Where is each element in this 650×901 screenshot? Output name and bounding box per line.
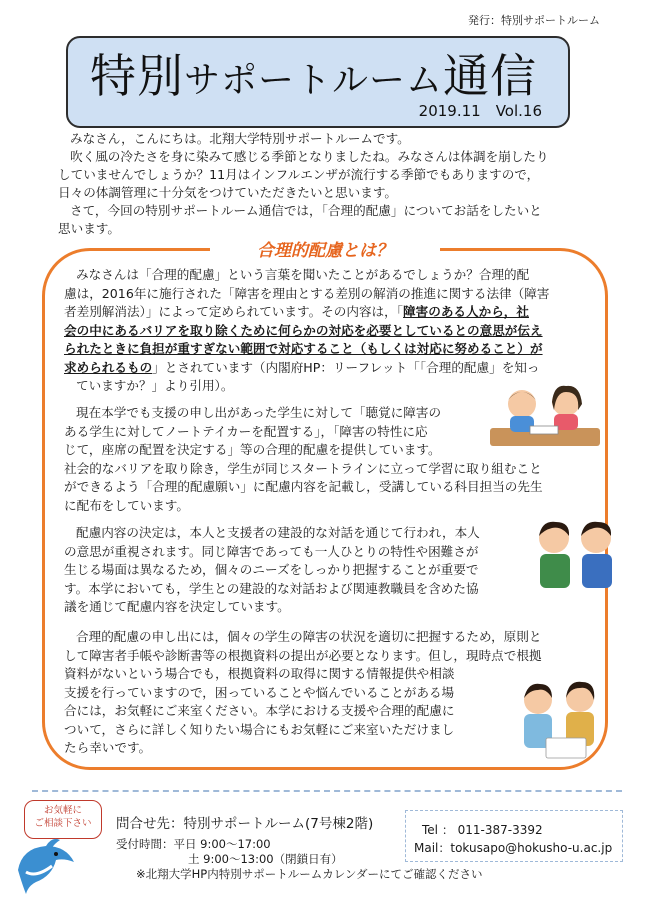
para-line: みなさんは「合理的配慮」という言葉を聞いたことがあるでしょうか？合理的配: [76, 267, 530, 282]
students-studying-illustration: [490, 378, 600, 458]
para-line: 支援を行っていますので，困っていることや悩んでいることがある場: [64, 684, 455, 700]
para-line: して障害者手帳や診断書等の根拠資料の提出が必要となります。但し，現時点で根拠: [64, 647, 542, 663]
contact-heading: 問合せ先：特別サポートルーム(7号棟2階): [116, 816, 374, 832]
para-line: 資料がないという場合でも，根拠資料の取得に関する情報提供や相談: [64, 666, 455, 681]
highlighted-quote: られたときに負担が重すぎない範囲で対応すること（もしくは対応に努めること）が: [64, 341, 543, 356]
newsletter-title-box: [66, 36, 570, 128]
para-line: 現在本学でも支援の申し出があった学生に対して「聴覚に障害の: [76, 405, 442, 420]
para-line: ができるよう「合理的配慮願い」に配慮内容を記載し，受講している科目担当の先生: [64, 479, 543, 494]
para-line: たら幸いです。: [64, 740, 152, 755]
paragraph-definition: [64, 266, 594, 396]
title-part-2: サポートルーム: [184, 60, 444, 101]
newsletter-title: [90, 40, 537, 106]
paragraph-application: [64, 628, 594, 758]
footer-divider: [32, 790, 622, 792]
intro-line: していませんでしょうか？11月はインフルエンザが流行する季節でもありますので，: [58, 167, 540, 182]
highlighted-quote: 障害のある人から，社: [403, 304, 529, 319]
para-line: ある学生に対してノートテイカーを配置する」，「障害の特性に応: [64, 423, 428, 439]
para-line: 生じる場面は異なるため，個々のニーズをしっかり把握することが重要で: [64, 562, 479, 577]
title-part-3: 通信: [443, 49, 538, 103]
highlighted-quote: 会の中にあるバリアを取り除くために何らかの対応を必要としているとの意思が伝え: [64, 322, 543, 338]
intro-line: 日々の体調管理に十分気をつけていただきたいと思います。: [58, 185, 398, 200]
phone-number: Tel ： 011-387-3392: [422, 823, 543, 837]
issue-number: 2019.11 Vol.16: [418, 102, 542, 120]
para-line: ていますか？」より引用）。: [76, 378, 234, 393]
para-line: す。本学においても，学生との建設的な対話および関連教職員を含めた協: [64, 580, 479, 596]
para-line: の意思が重視されます。同じ障害であっても一人ひとりの特性や困難さが: [64, 543, 479, 559]
speech-bubble: [24, 800, 102, 839]
intro-line: みなさん，こんにちは。北翔大学特別サポートルームです。: [70, 131, 410, 146]
dolphin-mascot-icon: [12, 836, 82, 896]
para-line: 」とされています（内閣府HP：リーフレット「「合理的配慮」を知っ: [152, 359, 540, 375]
para-line: に配布をしています。: [64, 497, 189, 513]
office-hours-weekday: 受付時間：平日 9:00～17:00: [116, 837, 271, 851]
para-line: ついて，さらに詳しく知りたい場合にもお気軽にご来室いただけまし: [64, 721, 455, 737]
email-address: Mail：tokusapo@hokusho-u.ac.jp: [414, 841, 613, 855]
para-line: 社会的なバリアを取り除き，学生が同じスタートラインに立って学習に取り組むこと: [64, 460, 542, 476]
highlighted-quote: 求められるもの: [64, 359, 153, 375]
para-line: 合理的配慮の申し出には，個々の学生の障害の状況を適切に把握するため，原則と: [76, 629, 542, 644]
publisher-label: 発行：特別サポートルーム: [468, 14, 600, 27]
calendar-note: ※北翔大学HP内特別サポートルームカレンダーにてご確認ください: [136, 867, 483, 881]
section-title: 合理的配慮とは？: [210, 236, 440, 260]
para-line: じて，座席の配置を決定する」等の合理的配慮を提供しています。: [64, 442, 441, 457]
intro-line: 吹く風の冷たさを身に染みて感じる季節となりましたね。みなさんは体調を崩したり: [70, 149, 549, 164]
para-line: 者差別解消法）」によって定められています。その内容は，「: [64, 304, 404, 319]
para-line: 慮は，2016年に施行された「障害を理由とする差別の解消の推進に関する法律（障害: [64, 285, 550, 301]
people-talking-illustration: [532, 514, 620, 590]
para-line: 配慮内容の決定は，本人と支援者の建設的な対話を通じて行われ，本人: [76, 525, 480, 540]
consultation-illustration: [516, 672, 606, 762]
bubble-line: お気軽に: [43, 805, 82, 816]
office-hours-saturday: 土 9:00～13:00（閉鎖日有）: [188, 852, 343, 866]
paragraph-decision: [64, 524, 534, 617]
intro-text: [58, 130, 618, 238]
contact-box: [405, 810, 623, 862]
intro-line: 思います。: [58, 221, 120, 236]
para-line: 議を通じて配慮内容を決定しています。: [64, 599, 290, 614]
bubble-line: ご相談下さい: [34, 818, 92, 829]
title-part-1: 特別: [90, 49, 184, 103]
para-line: 合には，お気軽にご来室ください。本学における支援や合理的配慮に: [64, 703, 455, 718]
intro-line: さて，今回の特別サポートルーム通信では，「合理的配慮」についてお話をしたいと: [70, 203, 542, 218]
